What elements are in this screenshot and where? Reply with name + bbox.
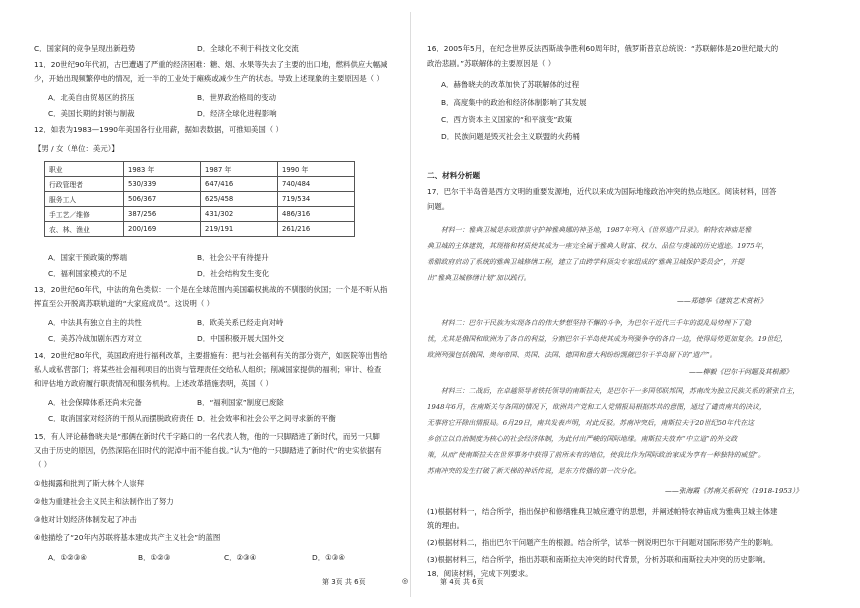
material-3-line-2: 1948年6月，在南斯关与各国的情况下，欧洲共产党和工人党情报局根据苏共的意图，通过了谴责南共的决议，	[427, 403, 766, 411]
q17-text-line-1: 17．巴尔干半岛曾是西方文明的重要发源地，近代以来成为国际地缘政治冲突的热点地区。阅读材料，回答	[427, 187, 777, 196]
table-cell: 手工艺／维修	[45, 207, 124, 222]
q12-unit: 【男 / 女（单位：美元）】	[34, 144, 119, 153]
q17-text-line-2: 问题。	[427, 202, 450, 211]
q11-text-line-1: 11．20世纪90年代初，古巴遭遇了严重的经济困难：糖、烟、水果等失去了主要的出口地，燃料供应大幅减	[34, 60, 388, 69]
table-row	[45, 222, 355, 237]
q13-option-b: B．欧美关系已经走向对峙	[197, 318, 284, 327]
q15-item-2: ②他为重建社会主义民主和法制作出了努力	[34, 497, 174, 506]
q11-option-a: A．北美自由贸易区的挤压	[48, 93, 135, 102]
table-cell: 职业	[45, 162, 124, 177]
wage-table	[44, 161, 355, 237]
q16-text-line-1: 16．2005年5月，在纪念世界反法西斯战争胜利60周年时，俄罗斯普京总统说：“苏联解体是20世纪最大的	[427, 44, 779, 53]
center-mark: ◎	[402, 577, 409, 585]
table-cell: 387/256	[124, 207, 201, 222]
material-3-line-1: 材料三：二战后，在卓越领导者铁托领导的南斯拉夫，是巴尔干一多国邻联邦国，苏南改为独立民族关系的紧张自主，	[441, 387, 800, 395]
material-3-source: ——张海霞《苏南关系研究（1918-1953）》	[665, 487, 803, 495]
q12-option-c: C．福利国家模式的不足	[48, 269, 128, 278]
table-cell: 服务工人	[45, 192, 124, 207]
page-divider	[410, 12, 411, 597]
q15-option-d: D．①③④	[312, 553, 345, 562]
table-cell: 431/302	[201, 207, 278, 222]
q14-option-c: C．取消国家对经济的干预从而摆脱政府责任	[48, 414, 194, 423]
q14-option-a: A．社会保障体系还尚未完备	[48, 398, 142, 407]
q17-subquestion-3: (3)根据材料三，结合所学，指出苏联和南斯拉夫冲突的时代背景，分析苏联和南斯拉夫冲突的历史影响。	[427, 555, 771, 564]
table-header-row	[45, 162, 355, 177]
q15-text-line-1: 15．有人评论赫鲁晓夫是“那俩在新时代千字路口的一名代表人物，他的一只脚踏进了新时代，而另一只脚	[34, 432, 380, 441]
q13-text-line-1: 13．20世纪60年代，中法的角色类似：一个是在全球范围内美国霸权挑战的不驯服的伙国；一个是不听从指	[34, 285, 388, 294]
section-heading: 二、材料分析题	[427, 171, 481, 180]
table-cell: 625/458	[201, 192, 278, 207]
material-1-line-2: 典卫城的主体建筑，其现格和材质使其成为一座完全属于雅典人财富、权力、品位与虔诚的历史遗迹。1975年，	[427, 242, 769, 250]
q14-text-line-1: 14．20世纪80年代，英国政府进行福利改革，主要措施有：把与社会福利有关的部分资产，如医院等出售给	[34, 351, 388, 360]
page-number-left: 第 3页 共 6页	[322, 578, 366, 586]
q11-option-d: D．经济全球化进程影响	[197, 109, 277, 118]
q15-option-b: B．①②③	[138, 553, 171, 562]
q12-option-b: B．社会公平有待提升	[197, 253, 269, 262]
q11-text-line-2: 少，开始出现频繁停电的情况，近一半的工业处于瘫痪或减少生产的状态。导致上述现象的主要原因是（ ）	[34, 74, 384, 83]
table-row	[45, 192, 355, 207]
q15-item-3: ③他对计划经济体制发起了冲击	[34, 515, 137, 524]
q14-option-d: D．社会效率和社会公平之间寻求新的平衡	[197, 414, 336, 423]
table-cell: 219/191	[201, 222, 278, 237]
q12-text: 12．如表为1983—1990年美国各行业用薪，据如表数据，可推知美国（ ）	[34, 125, 283, 134]
q16-option-a: A．赫鲁晓夫的改革加快了苏联解体的过程	[441, 80, 580, 89]
table-cell: 740/484	[278, 177, 355, 192]
q18-text: 18．阅读材料，完成下列要求。	[427, 569, 533, 578]
q15-option-c: C．②③④	[224, 553, 257, 562]
q13-option-a: A．中法具有独立自主的共性	[48, 318, 142, 327]
q10-option-c: C．国家间的竞争呈现出新趋势	[34, 44, 136, 53]
material-3-line-4: 乡创立以自治制度为核心的社会经济体制，为此付出严峻的国际地缘。南斯拉夫放弃“中立道”的外交政	[427, 435, 738, 443]
q14-text-line-2: 私人或私营部门；将某些社会福利项目的出资与管理责任交给私人组织；削减国家提供的福利；审计、检查	[34, 365, 382, 374]
material-2-source: ——柳毅《巴尔干问题及其根源》	[689, 368, 793, 376]
table-cell: 647/416	[201, 177, 278, 192]
material-1-line-3: 希腊政府启动了系统的雅典卫城修缮工程，建立了由跨学科顶尖专家组成的“雅典卫城保护委员会”，并提	[427, 258, 745, 266]
q16-text-line-2: 政治悲剧。”苏联解体的主要原因是（ ）	[427, 59, 556, 68]
table-cell: 农、林、渔业	[45, 222, 124, 237]
table-row	[45, 177, 355, 192]
material-1-line-1: 材料一：雅典卫城是东欧推崇守护神雅典娜的神圣地，1987年列入《世界遗产目录》。帕特农神庙是雅	[441, 226, 752, 234]
q16-option-d: D．民族问题是毁灭社会主义联盟的火药桶	[441, 132, 580, 141]
material-1-line-4: 出“雅典卫城修缮计划”加以践行。	[427, 274, 531, 282]
q16-option-c: C．西方资本主义国家的“和平演变”政策	[441, 115, 573, 124]
q15-item-4: ④他描绘了“20年内苏联将基本建成共产主义社会”的蓝图	[34, 533, 221, 542]
q15-option-a: A．①②③④	[48, 553, 87, 562]
q11-option-b: B．世界政治格局的变动	[197, 93, 276, 102]
table-cell: 261/216	[278, 222, 355, 237]
q15-text-line-3: （ ）	[34, 460, 52, 469]
q12-option-a: A．国家干预政策的弊端	[48, 253, 127, 262]
q11-option-c: C．美国长期的封锁与制裁	[48, 109, 135, 118]
table-row	[45, 207, 355, 222]
table-cell: 1987 年	[201, 162, 278, 177]
q14-text-line-3: 和评估地方政府履行职责情况和服务机构。上述改革措施表明，英国（ ）	[34, 379, 273, 388]
material-3-line-5: 策，从而“使南斯拉夫在世界事务中获得了前所未有的地位，使我比作为国际政治家成为享有一种独特的威望”。	[427, 451, 765, 459]
material-3-line-6: 苏南冲突的发生打破了新天梯的神话传说，是东方传播的第一次分化。	[427, 467, 641, 475]
table-cell: 530/339	[124, 177, 201, 192]
material-2-line-1: 材料二：巴尔干民族为实现各自的伟大梦想坚持不懈的斗争，为巴尔干近代三千年的混乱局势埋下了隐	[441, 319, 752, 327]
q15-item-1: ①他揭露和批判了斯大林个人崇拜	[34, 479, 145, 488]
table-cell: 行政管理者	[45, 177, 124, 192]
material-1-source: ——郑德华《建筑艺术赏析》	[677, 297, 767, 305]
table-cell: 1983 年	[124, 162, 201, 177]
material-2-line-3: 欧洲列强包括俄国、奥匈帝国、英国、法国、德国和意大利纷纷觊觎巴尔干半岛留下的“遗产”。	[427, 351, 717, 359]
q13-text-line-2: 挥直至公开脱离苏联轨道的“大家庭成员”。这说明（ ）	[34, 299, 214, 308]
q13-option-d: D．中国积极开展大国外交	[197, 334, 284, 343]
q17-subquestion-2: (2)根据材料二，指出巴尔干问题产生的根源。结合所学，试举一例说明巴尔干问题对国际形势产生的影响。	[427, 538, 778, 547]
table-cell: 506/367	[124, 192, 201, 207]
table-cell: 200/169	[124, 222, 201, 237]
q13-option-c: C．美苏冷战加剧东西方对立	[48, 334, 142, 343]
table-cell: 1990 年	[278, 162, 355, 177]
material-3-line-3: 无事将它开除出情报局。6月29日，南共发表声明，对此反驳。苏南冲突后，南斯拉夫于20世纪50年代在这	[427, 419, 754, 427]
table-cell: 719/534	[278, 192, 355, 207]
q15-text-line-2: 又由于历史的原因，仍然深陷在旧时代的泥淖中而不能自拔。”认为“他的一只脚踏进了新时代”的史实依据有	[34, 446, 382, 455]
q17-subquestion-1-line-1: (1)根据材料一，结合所学，指出保护和修缮雅典卫城应遵守的思想，并阐述帕特农神庙成为雅典卫城主体建	[427, 507, 778, 516]
q14-option-b: B．“福利国家”制度已废除	[197, 398, 284, 407]
table-cell: 486/316	[278, 207, 355, 222]
material-2-line-2: 忧，尤其是俄国和欧洲为了各自的利益，分割巴尔干半岛使其成为列强争夺的各自一边，使得局势更加复杂。19世纪，	[427, 335, 788, 343]
page-number-right: 第 4页 共 6页	[440, 578, 484, 586]
q17-subquestion-1-line-2: 筑的理由。	[427, 521, 464, 530]
q12-option-d: D．社会结构发生变化	[197, 269, 270, 278]
q16-option-b: B．高度集中的政治和经济体制影响了其发展	[441, 98, 587, 107]
q10-option-d: D．全球化不利于科技文化交流	[197, 44, 299, 53]
